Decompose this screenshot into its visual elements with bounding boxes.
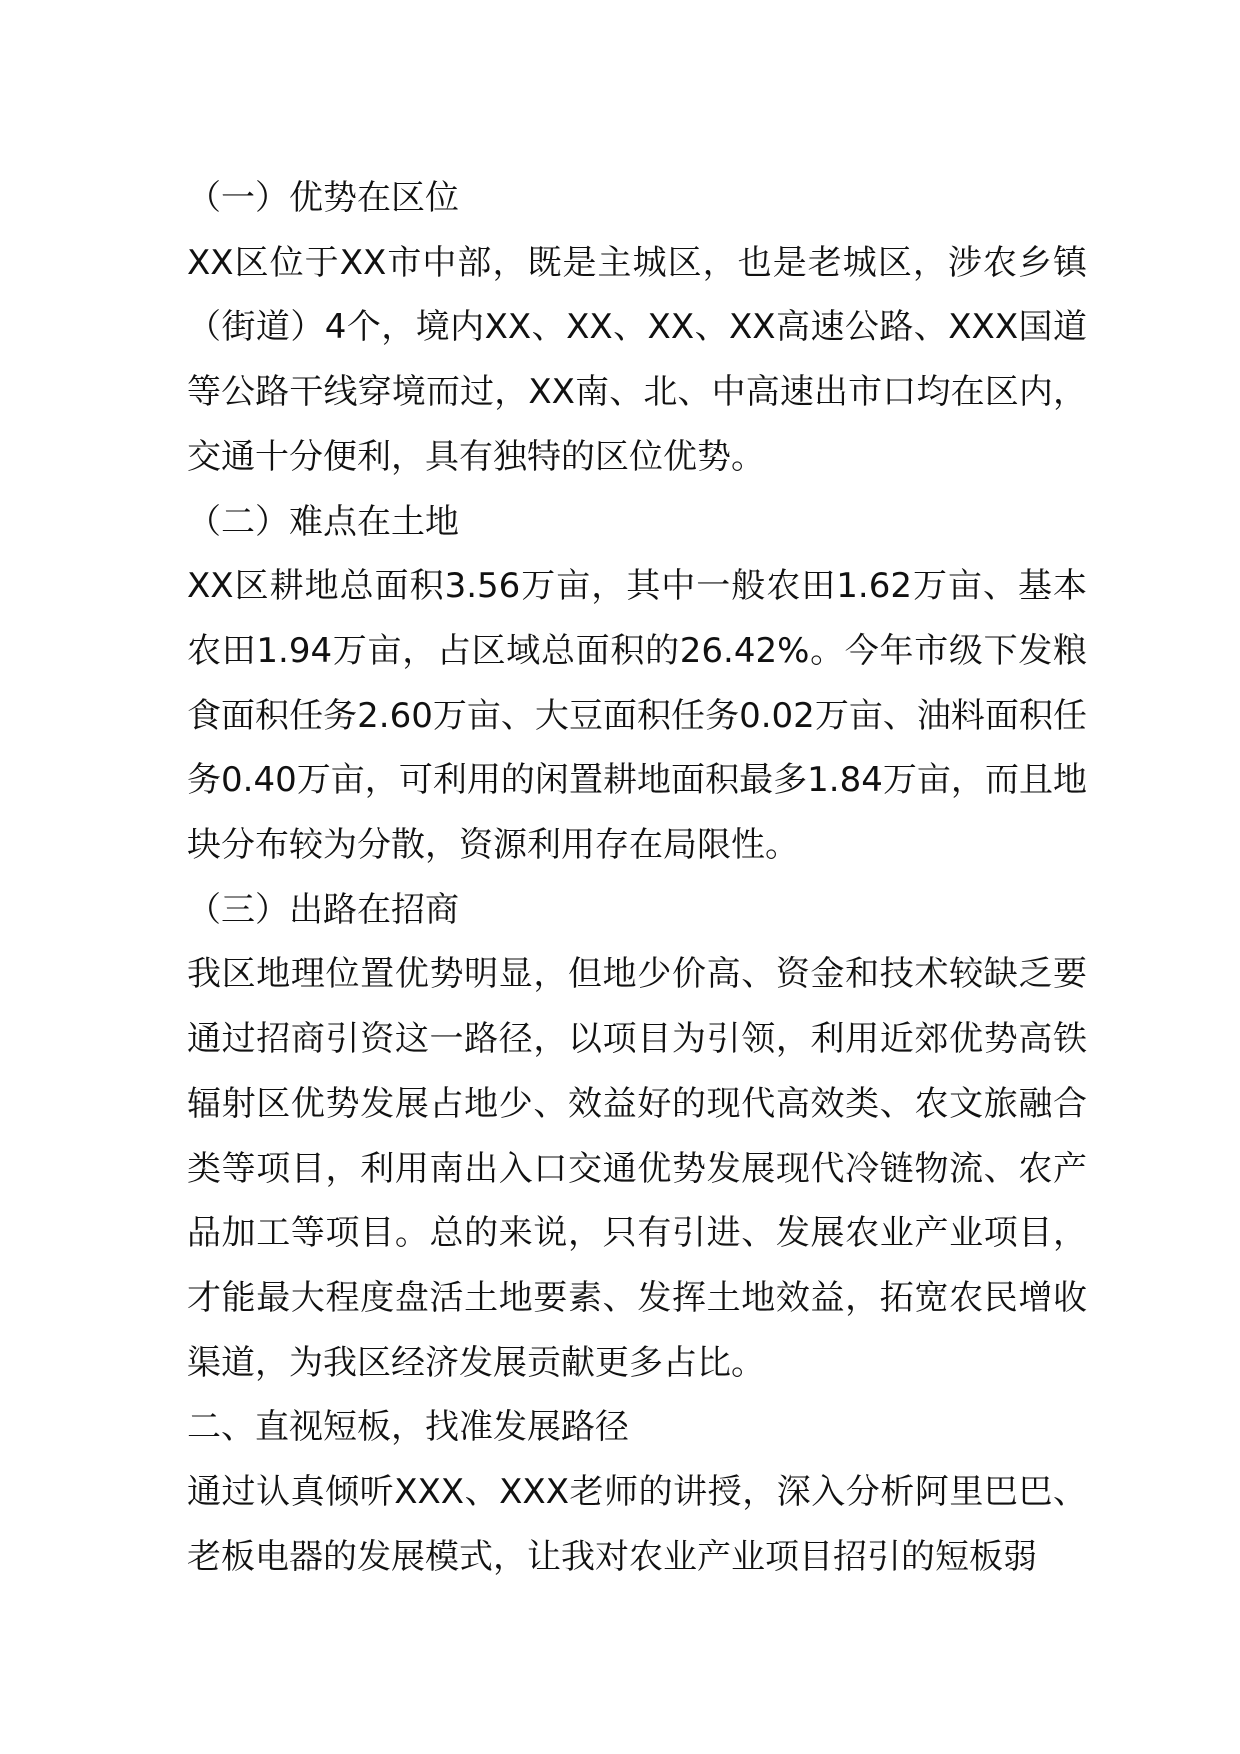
paragraph-land-difficulty: XX区耕地总面积3.56万亩，其中一般农田1.62万亩、基本农田1.94万亩，占区域总面积的26.42%。今年市级下发粮食面积任务2.60万亩、大豆面积任务0.02万亩、油料面积任务0.40万亩，可利用的闲置耕地面积最多1.84万亩，而且地块分布较为分散，资源利用存在局限性。	[187, 566, 1087, 866]
section-heading-location-advantage: （一）优势在区位	[187, 178, 459, 218]
paragraph-investment-solution: 我区地理位置优势明显，但地少价高、资金和技术较缺乏要通过招商引资这一路径，以项目为引领，利用近郊优势高铁辐射区优势发展占地少、效益好的现代高效类、农文旅融合类等项目，利用南出入口交通优势发展现代冷链物流、农产品加工等项目。总的来说，只有引进、发展农业产业项目，才能最大程度盘活土地要素、发挥土地效益，拓宽农民增收渠道，为我区经济发展贡献更多占比。	[187, 954, 1087, 1383]
document-body	[187, 166, 1087, 1589]
section-heading-investment-solution: （三）出路在招商	[187, 889, 459, 930]
paragraph-location-advantage: XX区位于XX市中部，既是主城区，也是老城区，涉农乡镇（街道）4个，境内XX、XX、XX、XX高速公路、XXX国道等公路干线穿境而过，XX南、北、中高速出市口均在区内，交通十分便利，具有独特的区位优势。	[187, 242, 1087, 477]
section-heading-shortcomings: 二、直视短板，找准发展路径	[187, 1407, 629, 1448]
paragraph-shortcomings: 通过认真倾听XXX、XXX老师的讲授，深入分析阿里巴巴、老板电器的发展模式，让我对农业产业项目招引的短板弱	[187, 1472, 1087, 1577]
section-heading-land-difficulty: （二）难点在土地	[187, 501, 459, 542]
